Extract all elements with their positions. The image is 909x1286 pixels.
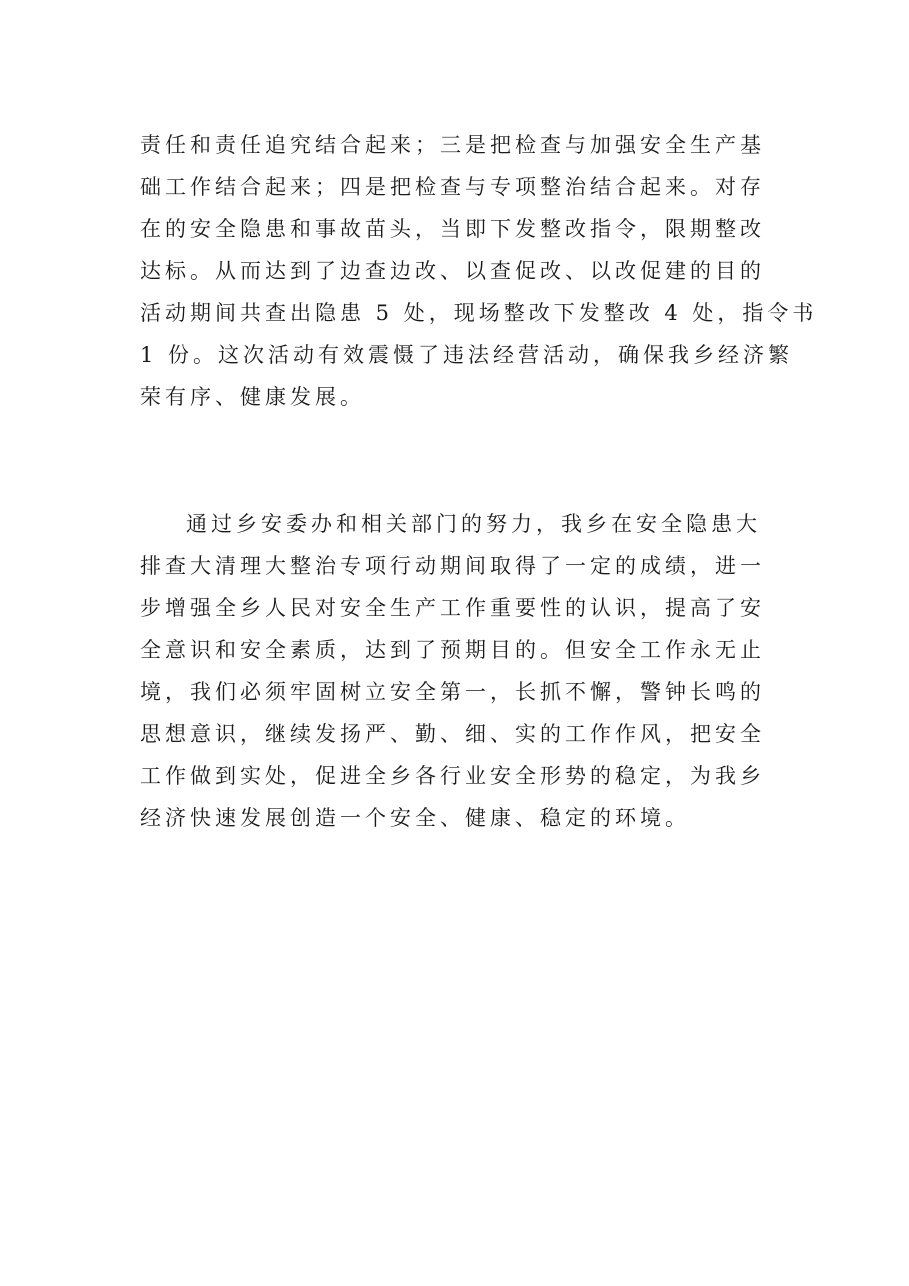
- paragraph-1: [140, 124, 818, 418]
- paragraph-1-line: 荣有序、健康发展。: [140, 385, 365, 409]
- paragraph-2-line: 排查大清理大整治专项行动期间取得了一定的成绩，进一: [140, 554, 765, 578]
- paragraph-2-line: 通过乡安委办和相关部门的努力，我乡在安全隐患大: [186, 512, 761, 536]
- paragraph-2-line: 思想意识，继续发扬严、勤、细、实的工作作风，把安全: [140, 722, 765, 746]
- paragraph-1-line: 达标。从而达到了边查边改、以查促改、以改促建的目的: [140, 259, 765, 283]
- paragraph-2: [140, 503, 772, 839]
- paragraph-1-line: 活动期间共查出隐患 5 处，现场整改下发整改 4 处，指令书: [140, 301, 818, 325]
- paragraph-2-line: 经济快速发展创造一个安全、健康、稳定的环境。: [140, 806, 690, 830]
- paragraph-1-line: 在的安全隐患和事故苗头，当即下发整改指令，限期整改: [140, 217, 765, 241]
- paragraph-2-line: 境，我们必须牢固树立安全第一，长抓不懈，警钟长鸣的: [140, 680, 765, 704]
- paragraph-1-line: 责任和责任追究结合起来；三是把检查与加强安全生产基: [140, 133, 765, 157]
- paragraph-2-line: 全意识和安全素质，达到了预期目的。但安全工作永无止: [140, 638, 765, 662]
- paragraph-2-line: 步增强全乡人民对安全生产工作重要性的认识，提高了安: [140, 596, 765, 620]
- paragraph-1-line: 1 份。这次活动有效震慑了违法经营活动，确保我乡经济繁: [140, 343, 794, 367]
- paragraph-2-line: 工作做到实处，促进全乡各行业安全形势的稳定，为我乡: [140, 764, 765, 788]
- paragraph-1-line: 础工作结合起来；四是把检查与专项整治结合起来。对存: [140, 175, 765, 199]
